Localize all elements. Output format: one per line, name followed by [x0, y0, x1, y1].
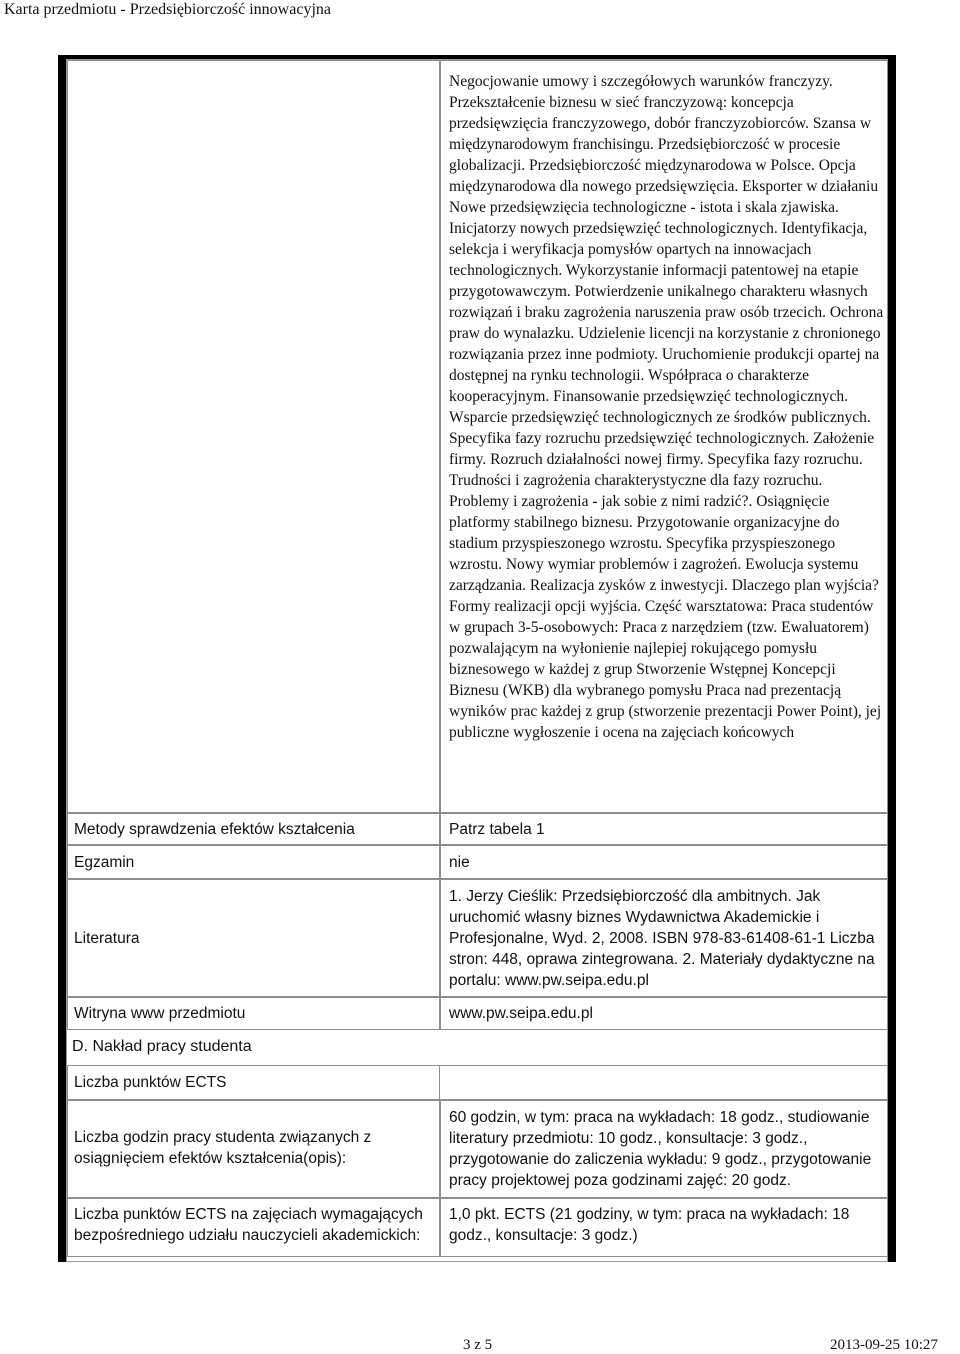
methods-label-text: Metody sprawdzenia efektów kształcenia: [74, 820, 355, 838]
website-link[interactable]: www.pw.seipa.edu.pl: [449, 1005, 593, 1022]
literature-value: [440, 879, 888, 997]
exam-value: [440, 845, 888, 879]
exam-label-text: Egzamin: [74, 853, 135, 871]
website-label-text: Witryna www przedmiotu: [74, 1005, 246, 1022]
contact-value-text: 1,0 pkt. ECTS (21 godziny, w tym: praca na wykładach: 18 godz., konsultacje: 3 godz.): [449, 1206, 850, 1244]
ects-spacer: [440, 1065, 888, 1100]
website-value: [440, 997, 888, 1030]
exam-value-text: nie: [449, 853, 470, 871]
ects-label-text: Liczba punktów ECTS: [74, 1074, 227, 1091]
ects-label: [67, 1065, 440, 1100]
literature-value-text: 1. Jerzy Cieślik: Przedsiębiorczość dla ambitnych. Jak uruchomić własny biznes Wydawnictwa Akademickie i Profesjonalne, Wyd. 2, 2008. ISBN 978-83-61408-61-1 Liczba stron: 448, oprawa zintegrowana. 2. Materiały dydaktyczne na portalu: www.pw.seipa.edu.pl: [449, 888, 875, 989]
course-content-text: Negocjowanie umowy i szczegółowych warunków franczyzy. Przekształcenie biznesu w sieć franczyzową: koncepcja przedsięwzięcia franczyzowego, dobór franczyzobiorców. Szansa w międzynarodowym franchisingu. Przedsiębiorczość w procesie globalizacji. Przedsiębiorczość międzynarodowa w Polsce. Opcja międzynarodowa dla nowego przedsięwzięcia. Eksporter w działaniu Nowe przedsięwzięcia technologiczne - istota i skala zjawiska. Inicjatorzy nowych przedsięwzięć technologicznych. Identyfikacja, selekcja i weryfikacja pomysłów opartych na innowacjach technologicznych. Wykorzystanie informacji patentowej na etapie przygotowawczym. Potwierdzenie unikalnego charakteru własnych rozwiązań i braku zagrożenia naruszenia praw osób trzecich. Ochrona praw do wynalazku. Udzielenie licencji na korzystanie z chronionego rozwiązania przez inne podmioty. Uruchomienie produkcji opartej na dostępnej na rynku technologii. Współpraca o charakterze kooperacyjnym. Finansowanie przedsięwzięć technologicznych. Wsparcie przedsięwzięć technologicznych ze środków publicznych. Specyfika fazy rozruchu przedsięwzięć technologicznych. Założenie firmy. Rozruch działalności nowej firmy. Specyfika fazy rozruchu. Trudności i zagrożenia charakterystyczne dla fazy rozruchu. Problemy i zagrożenia - jak sobie z nimi radzić?. Osiągnięcie platformy stabilnego biznesu. Przygotowanie organizacyjne do stadium przyspieszonego wzrostu. Specyfika przyspieszonego wzrostu. Nowy wymiar problemów i zagrożeń. Ewolucja systemu zarządzania. Realizacja zysków z inwestycji. Dlaczego plan wyjścia? Formy realizacji opcji wyjścia. Część warsztatowa: Praca studentów w grupach 3-5-osobowych: Praca z narzędziem (tzw. Ewaluatorem) pozwalającym na wyłonienie najlepiej rokującego pomysłu biznesowego w każdej z grup Stworzenie Wstępnej Koncepcji Biznesu (WKB) dla wybranego pomysłu Praca nad prezentacją wyników prac każdej z grup (stworzenie prezentacji Power Point), jej publiczne wygłoszenie i ocena na zajęciach końcowych: [449, 73, 884, 741]
website-label: [67, 997, 440, 1030]
page-header-title: Karta przedmiotu - Przedsiębiorczość innowacyjna: [4, 1, 331, 18]
hours-value-text: 60 godzin, w tym: praca na wykładach: 18 godz., studiowanie literatury przedmiotu: 10 godz., konsultacje: 3 godz., przygotowanie do zaliczenia wykładu: 9 godz., przygotowanie pracy projektowej poza godzinami zajęć: 20 godz.: [449, 1109, 872, 1189]
methods-value-text: Patrz tabela 1: [449, 820, 545, 838]
page-number: 3 z 5: [463, 1337, 493, 1353]
content-label-cell: [67, 60, 440, 813]
contact-label-text: Liczba punktów ECTS na zajęciach wymagających bezpośredniego udziału nauczycieli akademickich:: [74, 1206, 423, 1244]
literature-label-text: Literatura: [74, 929, 140, 947]
print-datetime: 2013-09-25 10:27: [830, 1337, 938, 1353]
contact-label: [67, 1198, 440, 1257]
section-d-heading: D. Nakład pracy studenta: [72, 1038, 252, 1055]
literature-label: [67, 879, 440, 997]
hours-label: [67, 1100, 440, 1198]
exam-label: [67, 845, 440, 879]
methods-label: [67, 813, 440, 845]
methods-value: [440, 813, 888, 845]
content-value-cell: [440, 60, 888, 813]
hours-label-text: Liczba godzin pracy studenta związanych z osiągnięciem efektów kształcenia(opis):: [74, 1129, 372, 1167]
hours-value: [440, 1100, 888, 1198]
contact-value: [440, 1198, 888, 1257]
